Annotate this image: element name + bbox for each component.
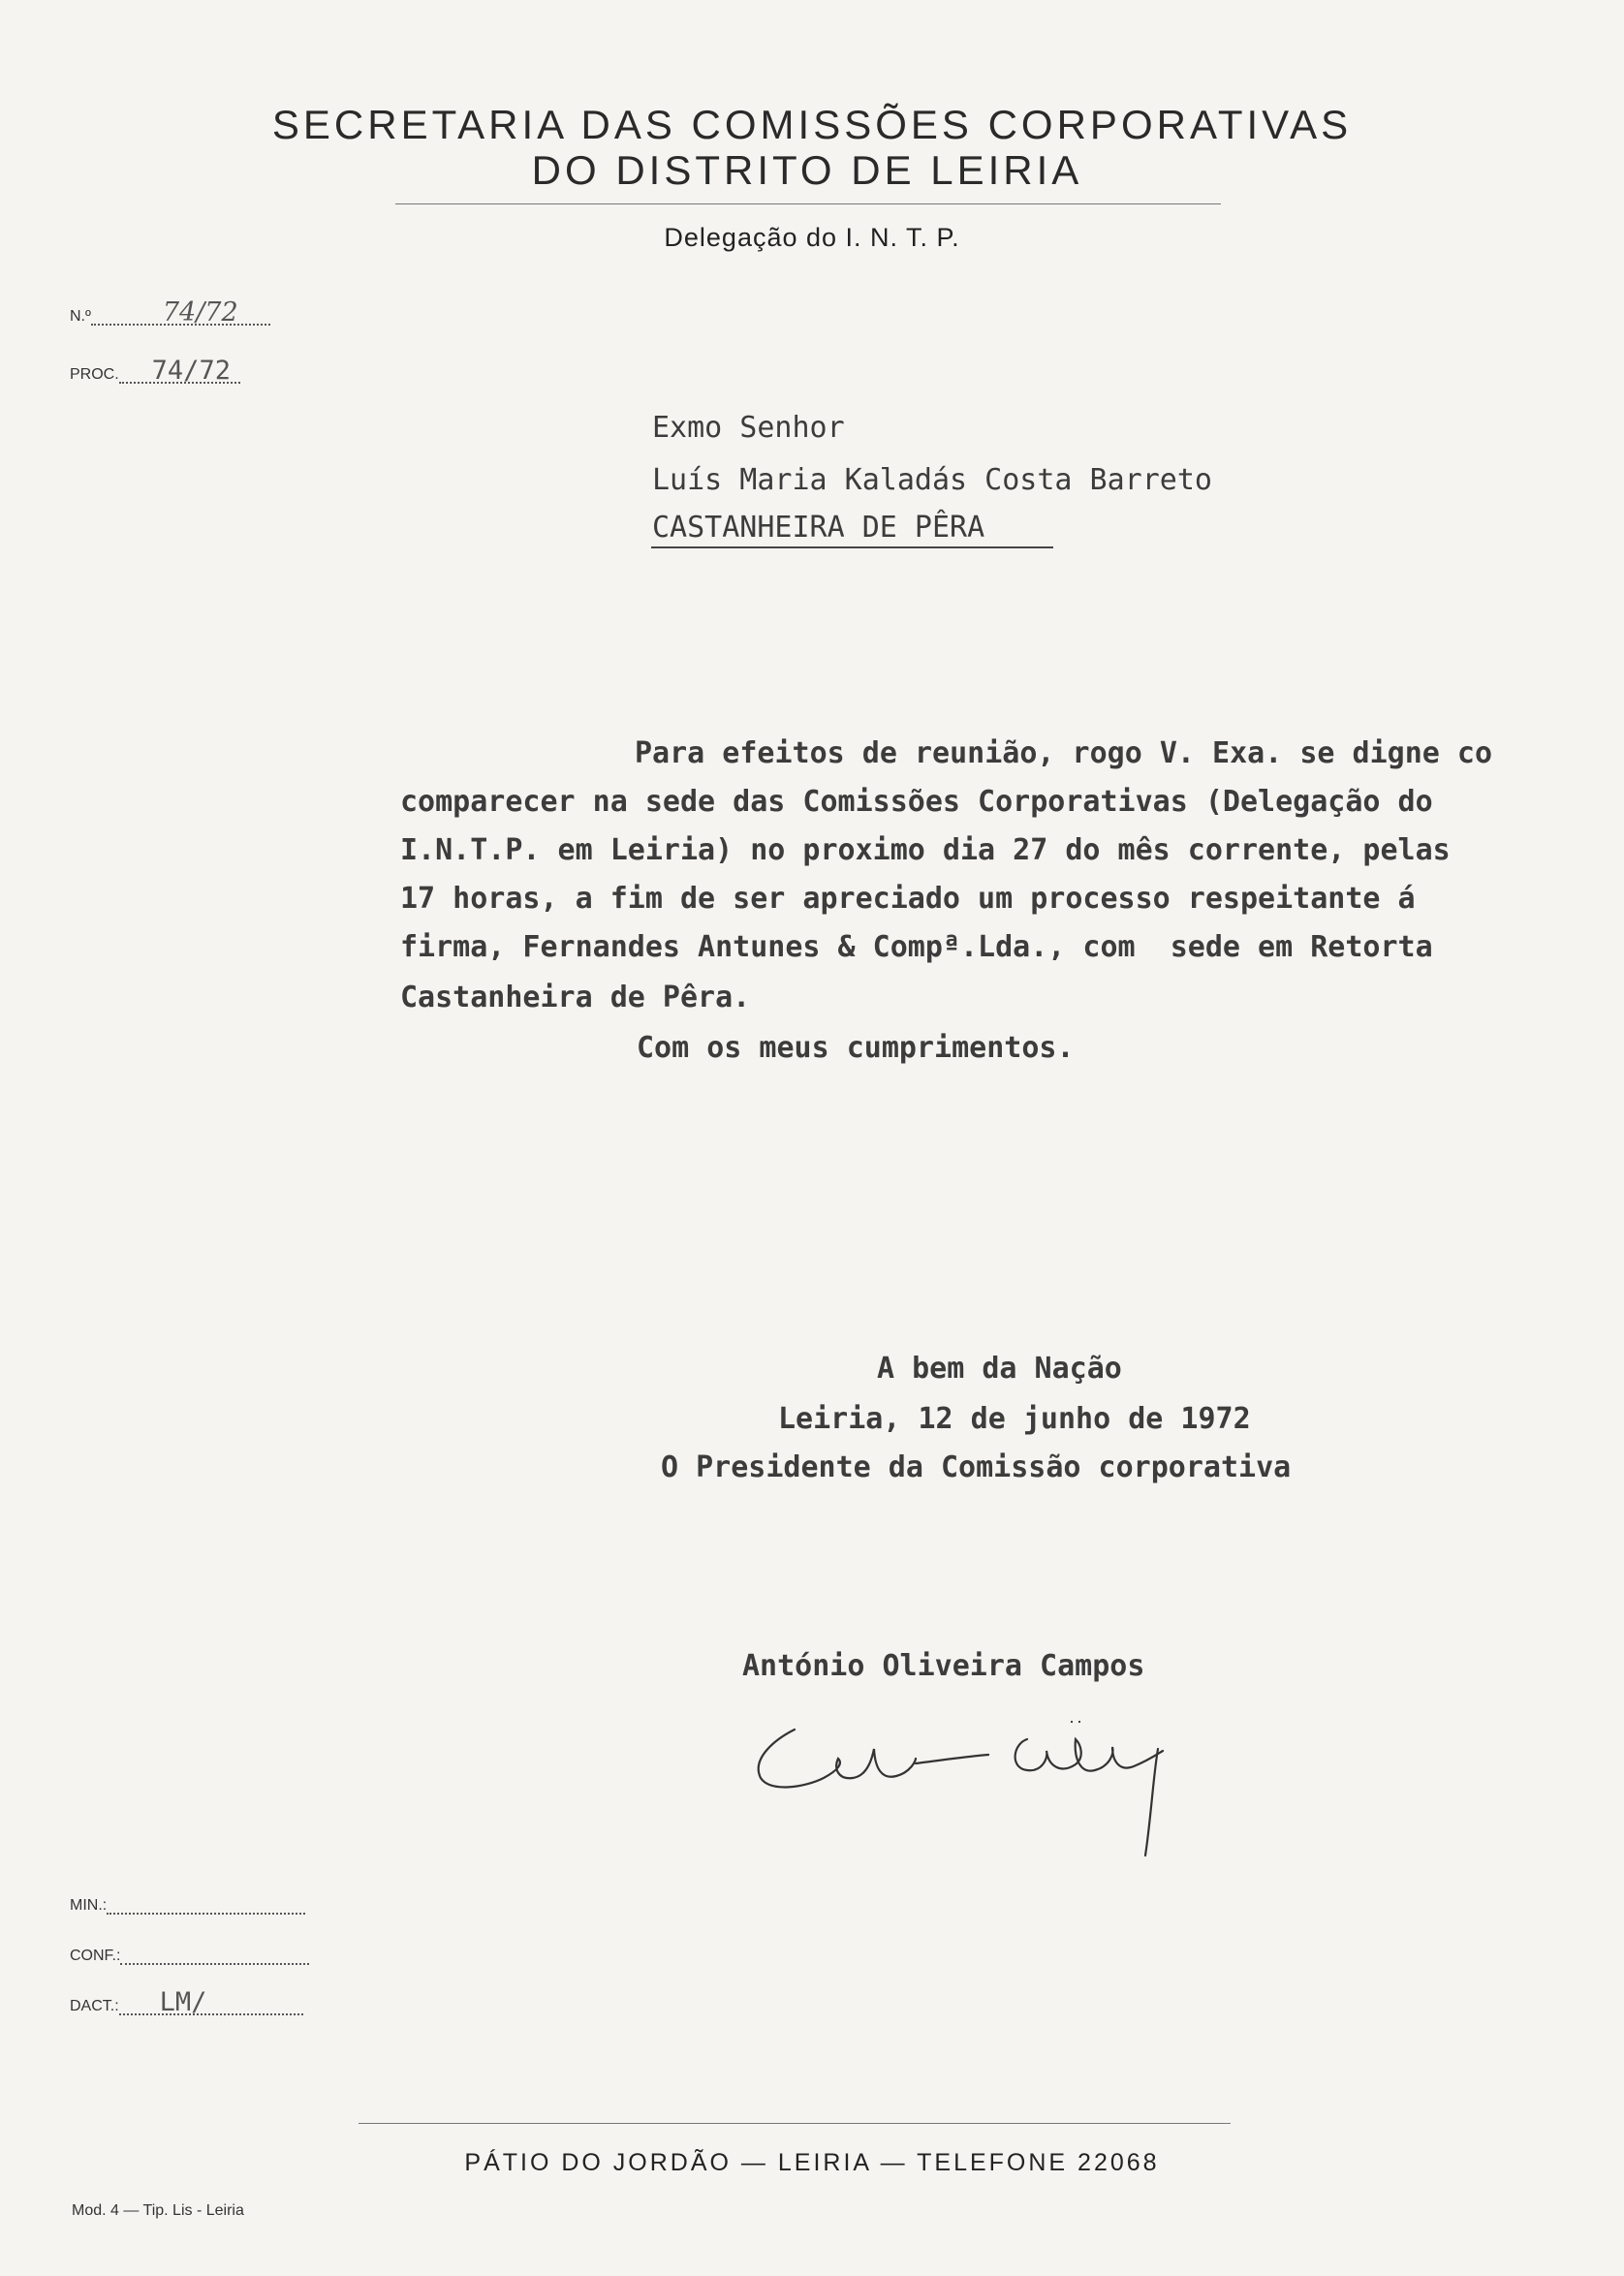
- conf-dotted-line: [120, 1942, 309, 1965]
- body-line-6: Castanheira de Pêra.: [400, 981, 751, 1014]
- signoff-motto: A bem da Nação: [877, 1352, 1122, 1386]
- addressee-place: CASTANHEIRA DE PÊRA: [652, 511, 985, 545]
- min-dotted-line: [107, 1891, 305, 1915]
- dact-label: DACT.:: [70, 1998, 119, 2014]
- signoff-place-date: Leiria, 12 de junho de 1972: [778, 1402, 1251, 1436]
- signature-stroke-3: [1015, 1739, 1163, 1771]
- addressee-salutation: Exmo Senhor: [652, 411, 845, 445]
- body-line-5: firma, Fernandes Antunes & Compª.Lda., com sede em Retorta: [400, 930, 1433, 964]
- conf-field: [70, 1942, 309, 1965]
- signature-stroke-2: [916, 1755, 988, 1763]
- footer-rule: [359, 2123, 1231, 2124]
- conf-label: CONF.:: [70, 1948, 121, 1964]
- letterhead-rule: [395, 203, 1221, 204]
- handwritten-signature: [746, 1700, 1172, 1865]
- addressee-name: Luís Maria Kaladás Costa Barreto: [652, 463, 1212, 497]
- printer-mark: Mod. 4 — Tip. Lis - Leiria: [72, 2202, 244, 2219]
- dact-field: [70, 1987, 303, 2017]
- addressee-underline: [651, 546, 1053, 548]
- signatory-name: António Oliveira Campos: [742, 1649, 1145, 1683]
- dact-dotted-line: [119, 1987, 303, 2017]
- min-label: MIN.:: [70, 1897, 108, 1914]
- numero-field: [70, 297, 270, 327]
- letterhead-title-line1: SECRETARIA DAS COMISSÕES CORPORATIVAS: [271, 102, 1353, 147]
- signoff-role: O Presidente da Comissão corporativa: [661, 1450, 1292, 1484]
- min-field: [70, 1891, 305, 1915]
- letterhead-title-line2: DO DISTRITO DE LEIRIA: [531, 147, 1083, 193]
- numero-value: 74/72: [162, 297, 238, 327]
- proc-dotted-line: [119, 356, 240, 386]
- dact-value: LM/: [159, 1987, 207, 2017]
- signature-stroke-4: [1145, 1749, 1158, 1855]
- body-line-4: 17 horas, a fim de ser apreciado um processo respeitante á: [400, 882, 1416, 916]
- proc-label: PROC.: [70, 366, 119, 383]
- body-closing: Com os meus cumprimentos.: [637, 1031, 1075, 1065]
- body-line-2: comparecer na sede das Comissões Corporativas (Delegação do: [400, 785, 1433, 819]
- proc-field: [70, 356, 240, 386]
- numero-label: N.º: [70, 308, 91, 325]
- body-line-1: Para efeitos de reunião, rogo V. Exa. se digne co: [635, 736, 1493, 770]
- letterhead-delegacao: Delegação do I. N. T. P.: [664, 223, 960, 252]
- proc-value: 74/72: [151, 356, 231, 386]
- footer-address: PÁTIO DO JORDÃO — LEIRIA — TELEFONE 22068: [464, 2149, 1160, 2176]
- signature-stroke-1: [759, 1730, 916, 1787]
- numero-dotted-line: [91, 297, 270, 327]
- body-line-3: I.N.T.P. em Leiria) no proximo dia 27 do mês corrente, pelas: [400, 833, 1451, 867]
